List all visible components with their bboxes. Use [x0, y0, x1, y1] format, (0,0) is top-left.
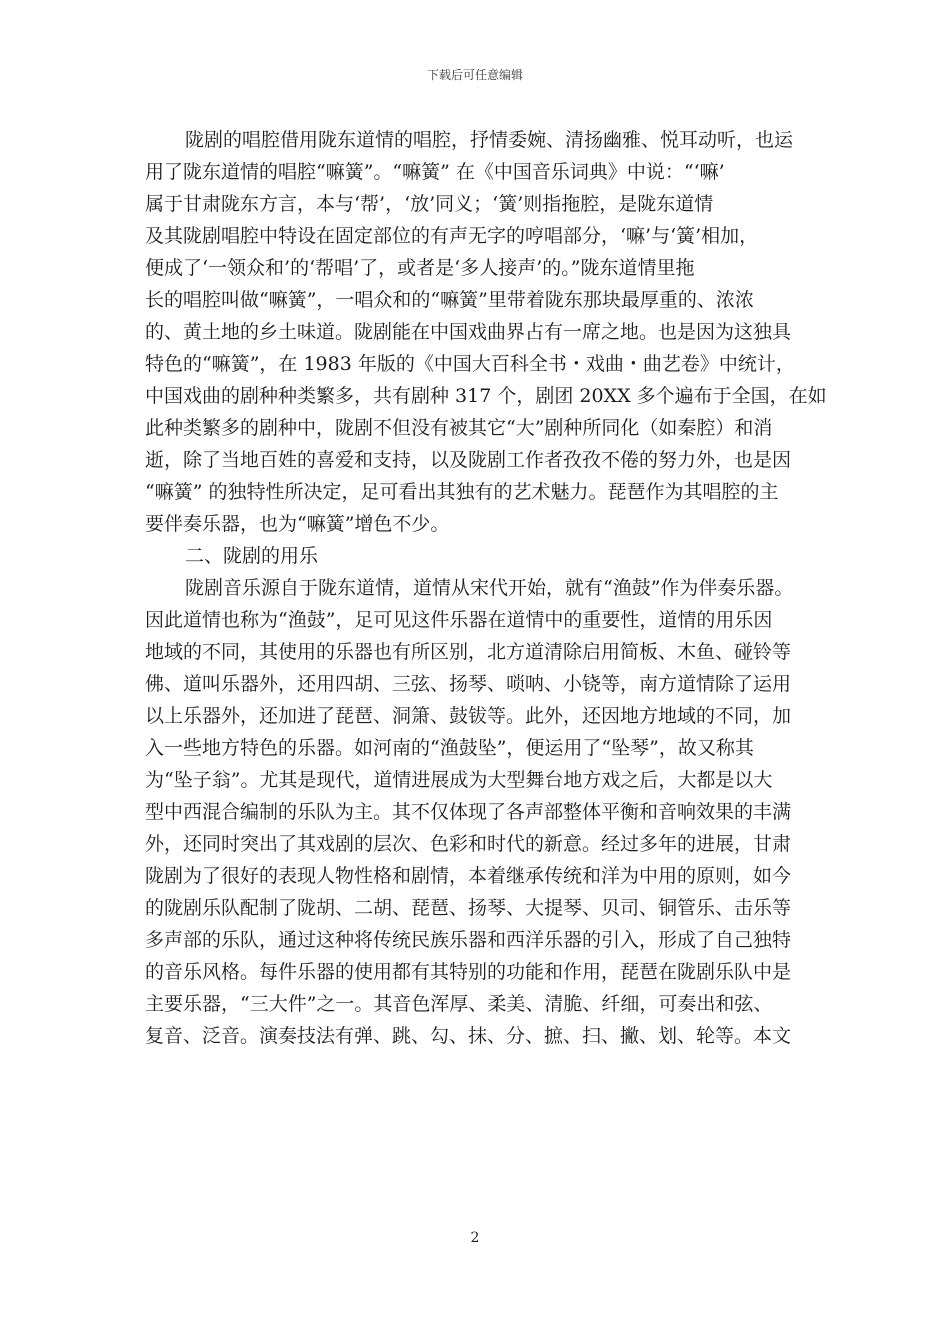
text-line: 此种类繁多的剧种中，陇剧不但没有被其它“大”剧种所同化（如秦腔）和消 [145, 417, 773, 439]
text-line: 要伴奏乐器，也为“嘛簧”增色不少。 [145, 513, 450, 535]
text-line: 的陇剧乐队配制了陇胡、二胡、琵琶、扬琴、大提琴、贝司、铜管乐、击乐等 [145, 897, 792, 919]
section-heading [145, 540, 825, 572]
page-number: 2 [470, 1230, 480, 1246]
body-text [145, 124, 825, 1052]
text-line: 特色的“嘛簧”，在 1983 年版的《中国大百科全书・戏曲・曲艺卷》中统计， [145, 353, 795, 375]
text-line: 便成了‘一领众和’的‘帮唱’了，或者是‘多人接声’的。”陇东道情里拖 [145, 257, 695, 279]
section-heading-text: 二、陇剧的用乐 [185, 545, 319, 567]
text-line: 型中西混合编制的乐队为主。其不仅体现了各声部整体平衡和音响效果的丰满 [145, 801, 792, 823]
text-line: 佛、道叫乐器外，还用四胡、三弦、扬琴、唢呐、小铙等，南方道情除了运用 [145, 673, 792, 695]
text-line: 的音乐风格。每件乐器的使用都有其特别的功能和作用，琵琶在陇剧乐队中是 [145, 961, 792, 983]
text-line: 以上乐器外，还加进了琵琶、洞箫、鼓钹等。此外，还因地方地域的不同，加 [145, 705, 792, 727]
text-line: 主要乐器，“三大件”之一。其音色浑厚、柔美、清脆、纤细，可奏出和弦、 [145, 993, 773, 1015]
text-line: “嘛簧” 的独特性所决定，足可看出其独有的艺术魅力。琵琶作为其唱腔的主 [145, 481, 779, 503]
text-line: 陇剧为了很好的表现人物性格和剧情，本着继承传统和洋为中用的原则，如今 [145, 865, 792, 887]
text-line: 为“坠子翁”。尤其是现代，道情进展成为大型舞台地方戏之后，大都是以大 [145, 769, 773, 791]
text-line: 多声部的乐队，通过这种将传统民族乐器和西洋乐器的引入，形成了自己独特 [145, 929, 792, 951]
text-line: 逝，除了当地百姓的喜爱和支持，以及陇剧工作者孜孜不倦的努力外，也是因 [145, 449, 792, 471]
text-line: 用了陇东道情的唱腔“嘛簧”。“嘛簧” 在《中国音乐词典》中说：“‘嘛’ [145, 161, 725, 183]
text-line: 长的唱腔叫做“嘛簧”，一唱众和的“嘛簧”里带着陇东那块最厚重的、浓浓 [145, 289, 754, 311]
text-line: 及其陇剧唱腔中特设在固定部位的有声无字的哼唱部分，‘嘛’与‘簧’相加， [145, 225, 759, 247]
text-line: 复音、泛音。演奏技法有弹、跳、勾、抹、分、摭、扫、撇、划、轮等。本文 [145, 1025, 792, 1047]
text-line: 陇剧音乐源自于陇东道情，道情从宋代开始，就有“渔鼓”作为伴奏乐器。 [185, 577, 794, 599]
text-line: 因此道情也称为“渔鼓”，足可见这件乐器在道情中的重要性，道情的用乐因 [145, 609, 773, 631]
text-line: 中国戏曲的剧种种类繁多，共有剧种 317 个，剧团 20XX 多个遍布于全国，在如 [145, 385, 827, 407]
text-line: 地域的不同，其使用的乐器也有所区别，北方道清除启用简板、木鱼、碰铃等 [145, 641, 792, 663]
text-line: 外，还同时突出了其戏剧的层次、色彩和时代的新意。经过多年的进展，甘肃 [145, 833, 792, 855]
text-line: 的、黄土地的乡土味道。陇剧能在中国戏曲界占有一席之地。也是因为这独具 [145, 321, 792, 343]
text-line: 入一些地方特色的乐器。如河南的“渔鼓坠”，便运用了“坠琴”，故又称其 [145, 737, 754, 759]
text-line: 陇剧的唱腔借用陇东道情的唱腔，抒情委婉、清扬幽雅、悦耳动听，也运 [185, 129, 794, 151]
paragraph-2 [145, 572, 825, 1052]
text-line: 属于甘肃陇东方言，本与‘帮’，‘放’同义；‘簧’则指拖腔，是陇东道情 [145, 193, 714, 215]
paragraph-1 [145, 124, 825, 540]
page-header: 下载后可任意编辑 [426, 68, 523, 82]
